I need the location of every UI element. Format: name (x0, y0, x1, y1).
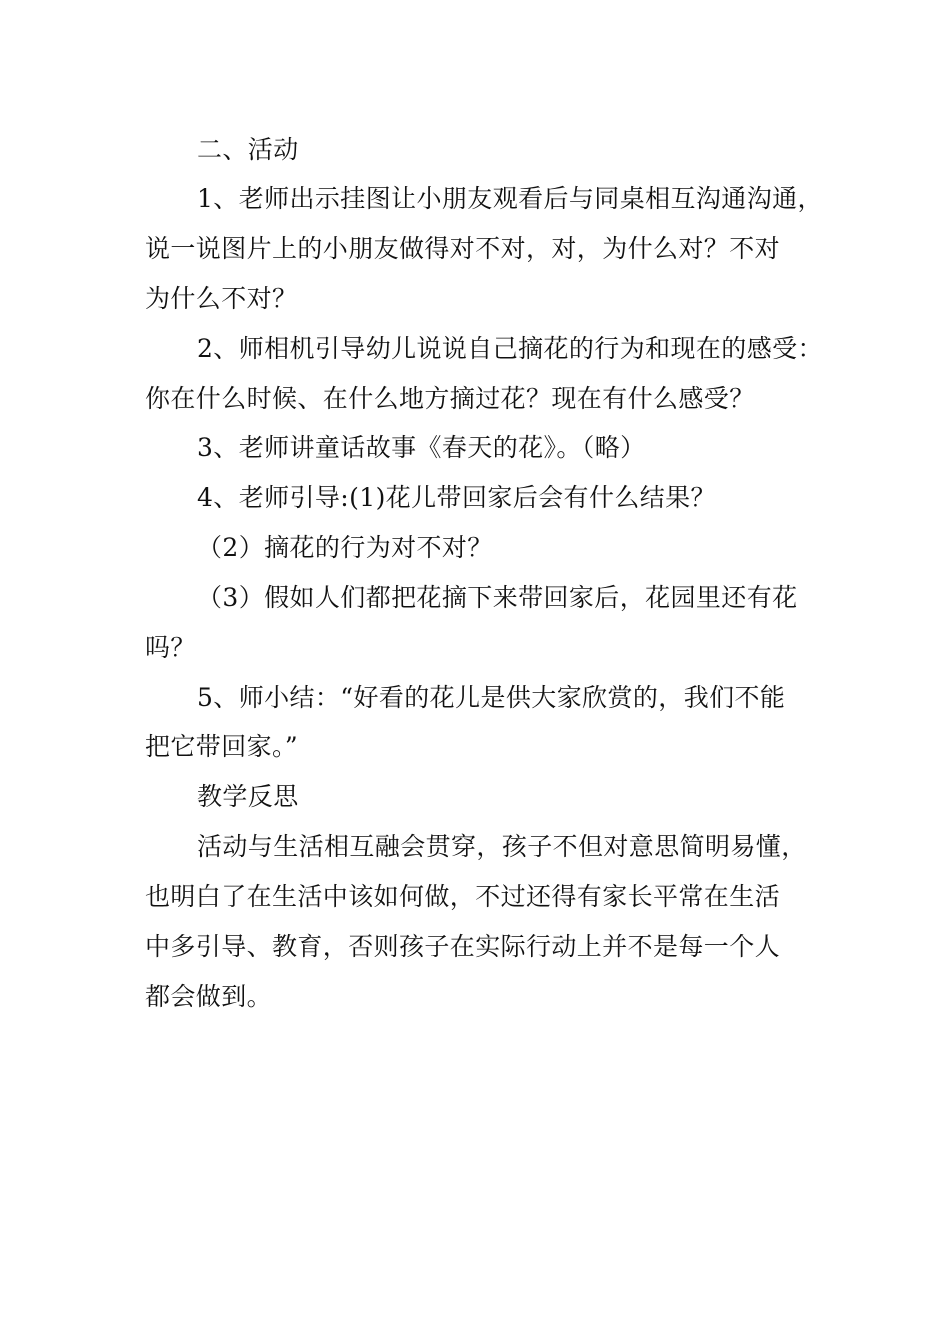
paragraph-line: （3）假如人们都把花摘下来带回家后，花园里还有花 (197, 583, 798, 612)
paragraph-line: 中多引导、教育，否则孩子在实际行动上并不是每一个人 (145, 932, 781, 961)
paragraph-line: 吗？ (145, 633, 196, 662)
paragraph-line: 4、老师引导:(1)花儿带回家后会有什么结果？ (197, 483, 716, 512)
paragraph-line: 说一说图片上的小朋友做得对不对，对，为什么对？不对 (145, 234, 781, 263)
section-heading-activity: 二、活动 (197, 135, 299, 164)
paragraph-line: 1、老师出示挂图让小朋友观看后与同桌相互沟通沟通， (197, 184, 823, 213)
paragraph-line: 2、师相机引导幼儿说说自己摘花的行为和现在的感受： (197, 334, 823, 363)
paragraph-line: 为什么不对？ (145, 284, 298, 313)
paragraph-line: 活动与生活相互融会贯穿，孩子不但对意思简明易懂， (197, 832, 807, 861)
section-heading-reflection: 教学反思 (197, 782, 299, 811)
paragraph-line: 都会做到。 (145, 982, 273, 1011)
paragraph-line: 也明白了在生活中该如何做，不过还得有家长平常在生活 (145, 882, 781, 911)
paragraph-line: 5、师小结：“好看的花儿是供大家欣赏的，我们不能 (197, 683, 786, 712)
paragraph-line: 你在什么时候、在什么地方摘过花？现在有什么感受？ (145, 384, 755, 413)
paragraph-line: 把它带回家。” (145, 732, 299, 761)
paragraph-line: 3、老师讲童话故事《春天的花》。（略） (197, 433, 646, 462)
paragraph-line: （2）摘花的行为对不对？ (197, 533, 493, 562)
